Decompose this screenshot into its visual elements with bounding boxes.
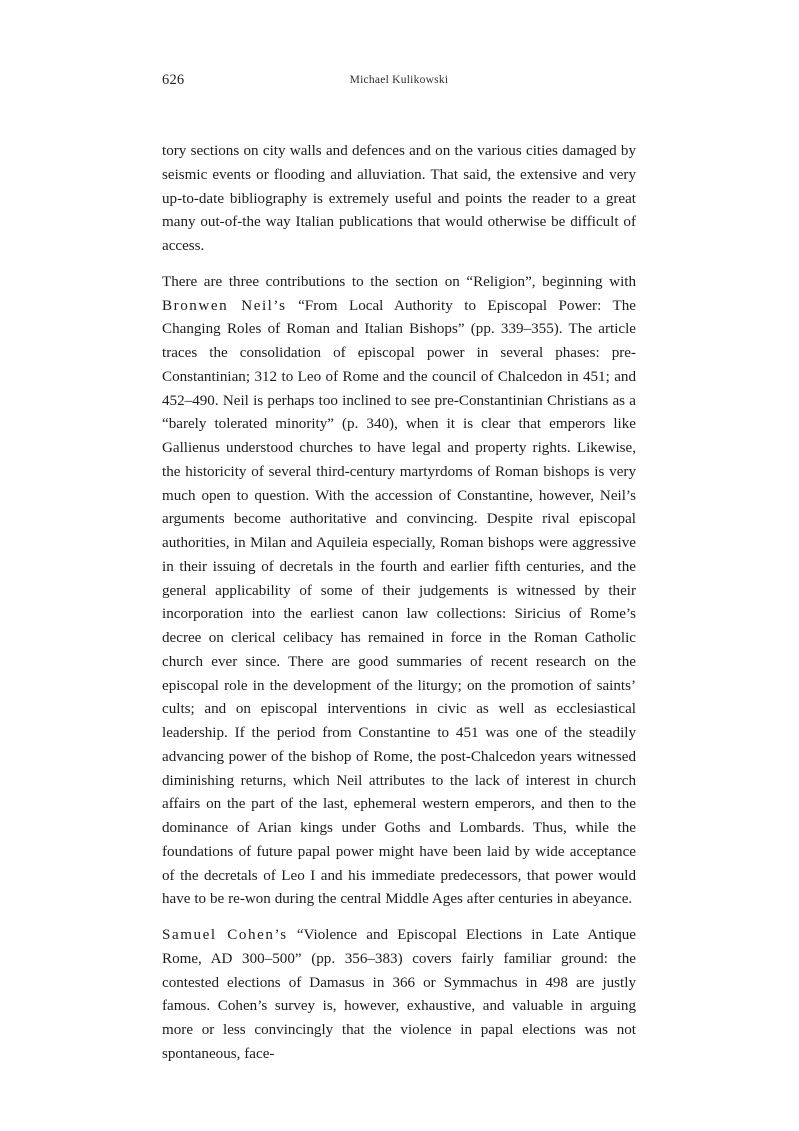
paragraph-3 [162, 924, 636, 1067]
paragraph-1 [162, 140, 636, 259]
page-folio-number: 626 [162, 72, 185, 88]
paragraph-2-prefix: There are three contributions to the section on “Religion”, beginning with [162, 273, 636, 290]
running-head [162, 70, 636, 90]
paragraph-2-author-name: Bronwen Neil’s [162, 297, 287, 314]
paragraph-2-text: “From Local Authority to Episcopal Power: The Changing Roles of Roman and Italian Bishops” (pp. 339–355). The article traces the consolidation of episcopal power in several phases: pre-Constantinian; 312 to Leo of Rome and the council of Chalcedon in 451; and 452–490. Neil is perhaps too inclined to see pre-Constantinian Christians as a “barely tolerated minority” (p. 340), when it is clear that emperors like Gallienus understood churches to have legal and property rights. Likewise, the historicity of several third-century martyrdoms of Roman bishops is very much open to question. With the accession of Constantine, however, Neil’s arguments become authoritative and convincing. Despite rival episcopal authorities, in Milan and Aquileia especially, Roman bishops were aggressive in their issuing of decretals in the fourth and earlier fifth centuries, and the general applicability of some of their judgements is witnessed by their incorporation into the earliest canon law collections: Siricius of Rome’s decree on clerical celibacy has remained in force in the Roman Catholic church ever since. There are good summaries of recent research on the episcopal role in the development of the liturgy; on the promotion of saints’ cults; and on episcopal interventions in civic as well as ecclesiastical leadership. If the period from Constantine to 451 was one of the steadily advancing power of the bishop of Rome, the post-Chalcedon years witnessed diminishing returns, which Neil attributes to the lack of interest in church affairs on the part of the last, ephemeral western emperors, and then to the dominance of Arian kings under Goths and Lombards. Thus, while the foundations of future papal power might have been laid by wide acceptance of the decretals of Leo I and his immediate predecessors, that power would have to be re-won during the central Middle Ages after centuries in abeyance. [162, 297, 636, 908]
paragraph-2 [162, 271, 636, 912]
paragraph-3-text: “Violence and Episcopal Elections in Late Antique Rome, AD 300–500” (pp. 356–383) covers fairly familiar ground: the contested elections of Damasus in 366 or Symmachus in 498 are justly famous. Cohen’s survey is, however, exhaustive, and valuable in arguing more or less convincingly that the violence in papal elections was not spontaneous, face- [162, 927, 636, 1062]
paragraph-1-text: tory sections on city walls and defences and on the various cities damaged by seismic events or flooding and alluviation. That said, the extensive and very up-to-date bibliography is extremely useful and points the reader to a great many out-of-the way Italian publications that would otherwise be difficult of access. [162, 143, 636, 254]
running-title: Michael Kulikowski [349, 74, 449, 86]
paragraph-3-author-name: Samuel Cohen’s [162, 927, 288, 943]
body-text-block [162, 140, 636, 1067]
